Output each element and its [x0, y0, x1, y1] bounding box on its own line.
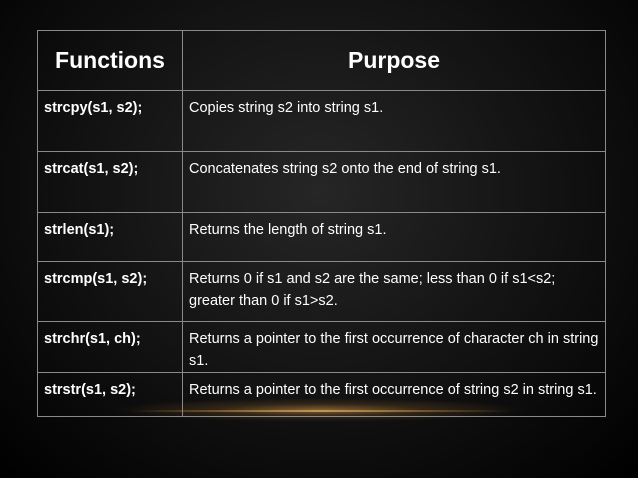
header-purpose: Purpose: [183, 31, 606, 91]
purpose-cell: Concatenates string s2 onto the end of string s1.: [183, 152, 606, 213]
function-cell: strlen(s1);: [38, 213, 183, 262]
function-cell: strstr(s1, s2);: [38, 373, 183, 417]
table-row: [38, 213, 606, 262]
function-cell: strcmp(s1, s2);: [38, 262, 183, 322]
table-row: [38, 152, 606, 213]
header-functions: Functions: [38, 31, 183, 91]
table-row: [38, 262, 606, 322]
purpose-cell: Returns a pointer to the first occurrence of string s2 in string s1.: [183, 373, 606, 417]
string-functions-table: [37, 30, 606, 417]
purpose-cell: Returns a pointer to the first occurrence of character ch in string s1.: [183, 322, 606, 373]
purpose-cell: Returns the length of string s1.: [183, 213, 606, 262]
table-row: [38, 373, 606, 417]
table-header-row: [38, 31, 606, 91]
purpose-cell: Copies string s2 into string s1.: [183, 91, 606, 152]
table-row: [38, 322, 606, 373]
table-row: [38, 91, 606, 152]
function-cell: strcat(s1, s2);: [38, 152, 183, 213]
function-cell: strcpy(s1, s2);: [38, 91, 183, 152]
purpose-cell: Returns 0 if s1 and s2 are the same; less than 0 if s1<s2; greater than 0 if s1>s2.: [183, 262, 606, 322]
function-cell: strchr(s1, ch);: [38, 322, 183, 373]
